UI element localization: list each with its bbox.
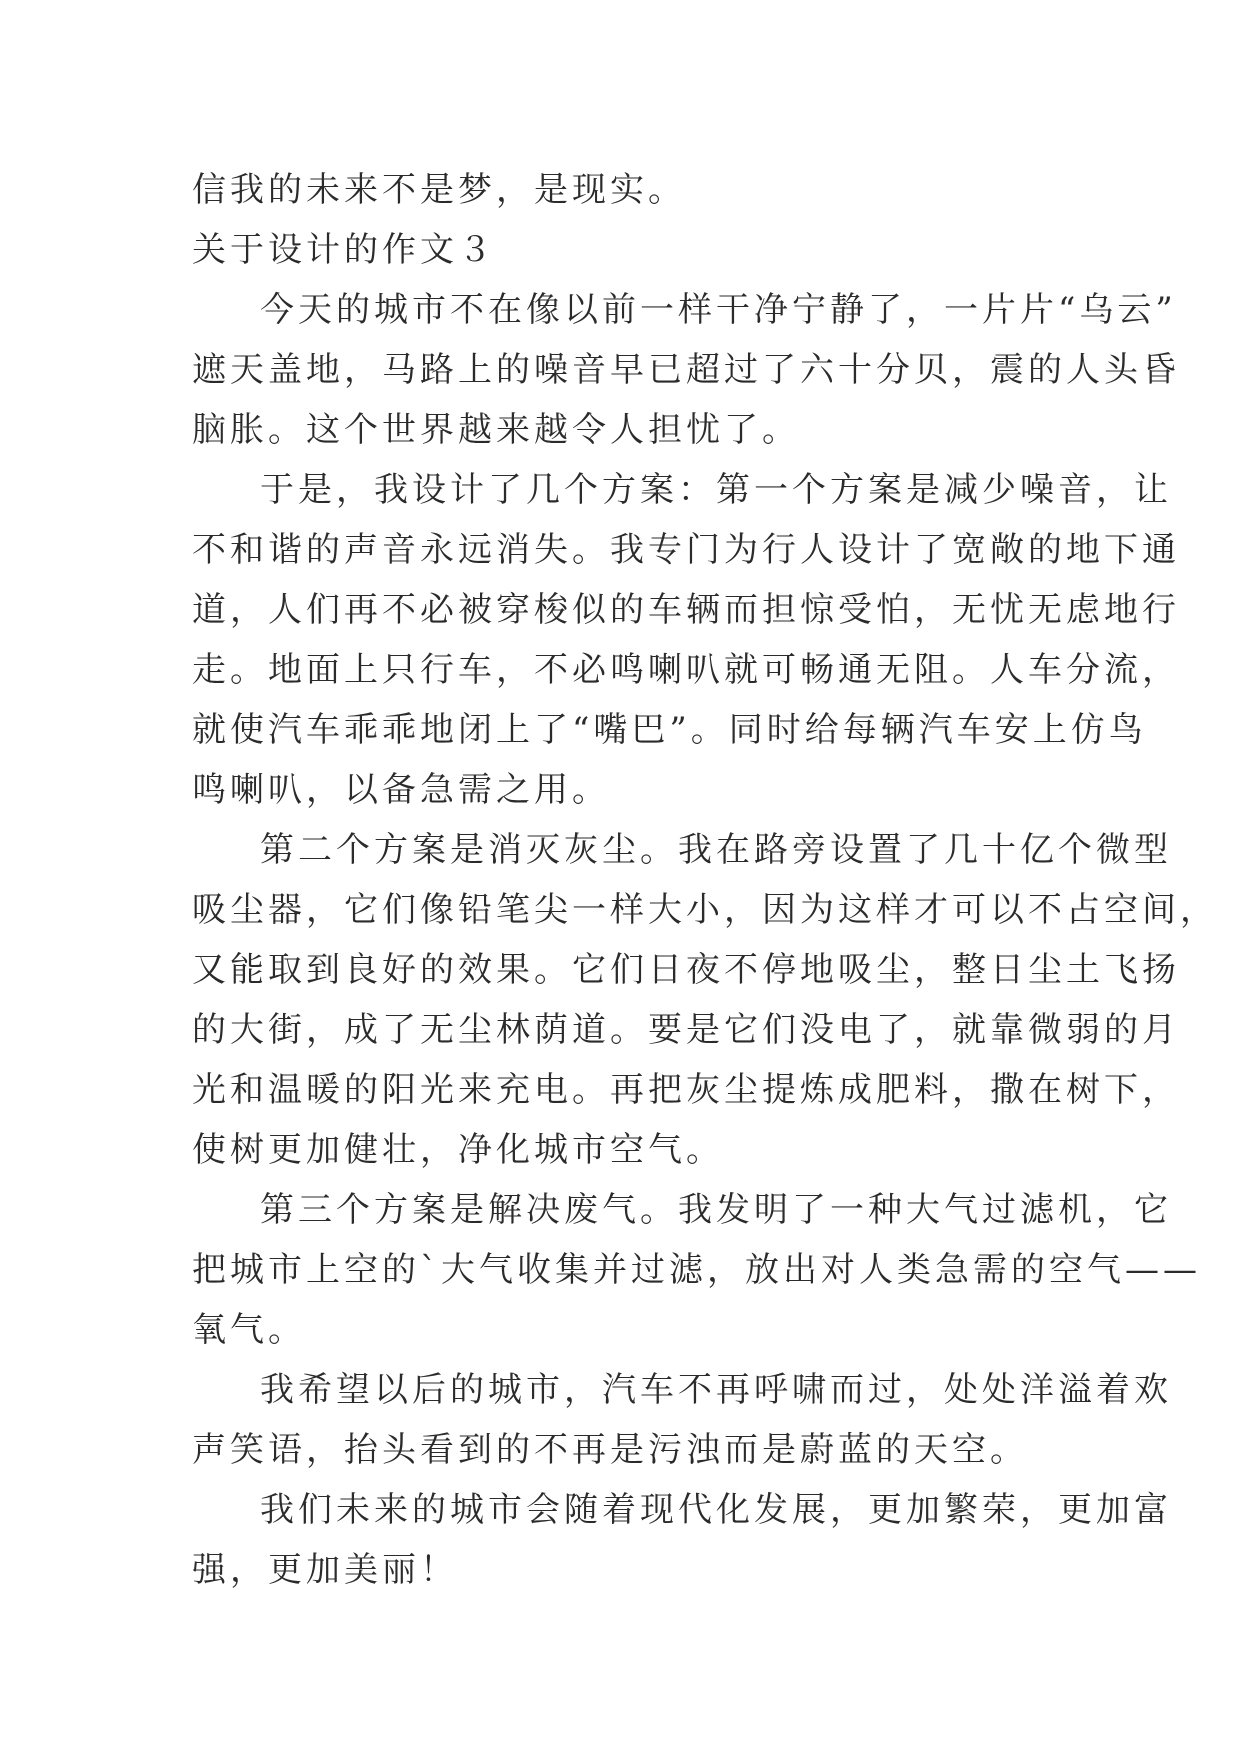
section-heading: 关于设计的作文３ xyxy=(192,230,496,270)
text-line: 第二个方案是消灭灰尘。我在路旁设置了几十亿个微型 xyxy=(260,830,1172,870)
text-line: 声笑语，抬头看到的不再是污浊而是蔚蓝的天空。 xyxy=(192,1430,1028,1470)
document-body xyxy=(192,160,1218,1600)
text-line: 吸尘器，它们像铅笔尖一样大小，因为这样才可以不占空间， xyxy=(192,890,1218,930)
text-line: 氧气。 xyxy=(192,1310,306,1350)
text-line: 强，更加美丽！ xyxy=(192,1550,458,1590)
text-line: 把城市上空的`大气收集并过滤，放出对人类急需的空气—— xyxy=(192,1250,1201,1290)
text-line: 于是，我设计了几个方案：第一个方案是减少噪音，让 xyxy=(260,470,1172,510)
text-line: 遮天盖地，马路上的噪音早已超过了六十分贝，震的人头昏 xyxy=(192,350,1180,390)
text-line: 又能取到良好的效果。它们日夜不停地吸尘，整日尘土飞扬 xyxy=(192,950,1180,990)
text-line: 不和谐的声音永远消失。我专门为行人设计了宽敞的地下通 xyxy=(192,530,1180,570)
text-line: 道，人们再不必被穿梭似的车辆而担惊受怕，无忧无虑地行 xyxy=(192,590,1180,630)
text-line: 脑胀。这个世界越来越令人担忧了。 xyxy=(192,410,800,450)
text-line: 的大街，成了无尘林荫道。要是它们没电了，就靠微弱的月 xyxy=(192,1010,1180,1050)
text-line: 我希望以后的城市，汽车不再呼啸而过，处处洋溢着欢 xyxy=(260,1370,1172,1410)
text-line: 鸣喇叭，以备急需之用。 xyxy=(192,770,610,810)
text-line: 信我的未来不是梦，是现实。 xyxy=(192,170,686,210)
text-line: 今天的城市不在像以前一样干净宁静了，一片片“乌云” xyxy=(260,290,1177,330)
text-line: 走。地面上只行车，不必鸣喇叭就可畅通无阻。人车分流， xyxy=(192,650,1180,690)
text-line: 我们未来的城市会随着现代化发展，更加繁荣，更加富 xyxy=(260,1490,1172,1530)
text-line: 使树更加健壮，净化城市空气。 xyxy=(192,1130,724,1170)
text-line: 光和温暖的阳光来充电。再把灰尘提炼成肥料，撒在树下， xyxy=(192,1070,1180,1110)
text-line: 就使汽车乖乖地闭上了“嘴巴”。同时给每辆汽车安上仿鸟 xyxy=(192,710,1147,750)
text-line: 第三个方案是解决废气。我发明了一种大气过滤机，它 xyxy=(260,1190,1172,1230)
